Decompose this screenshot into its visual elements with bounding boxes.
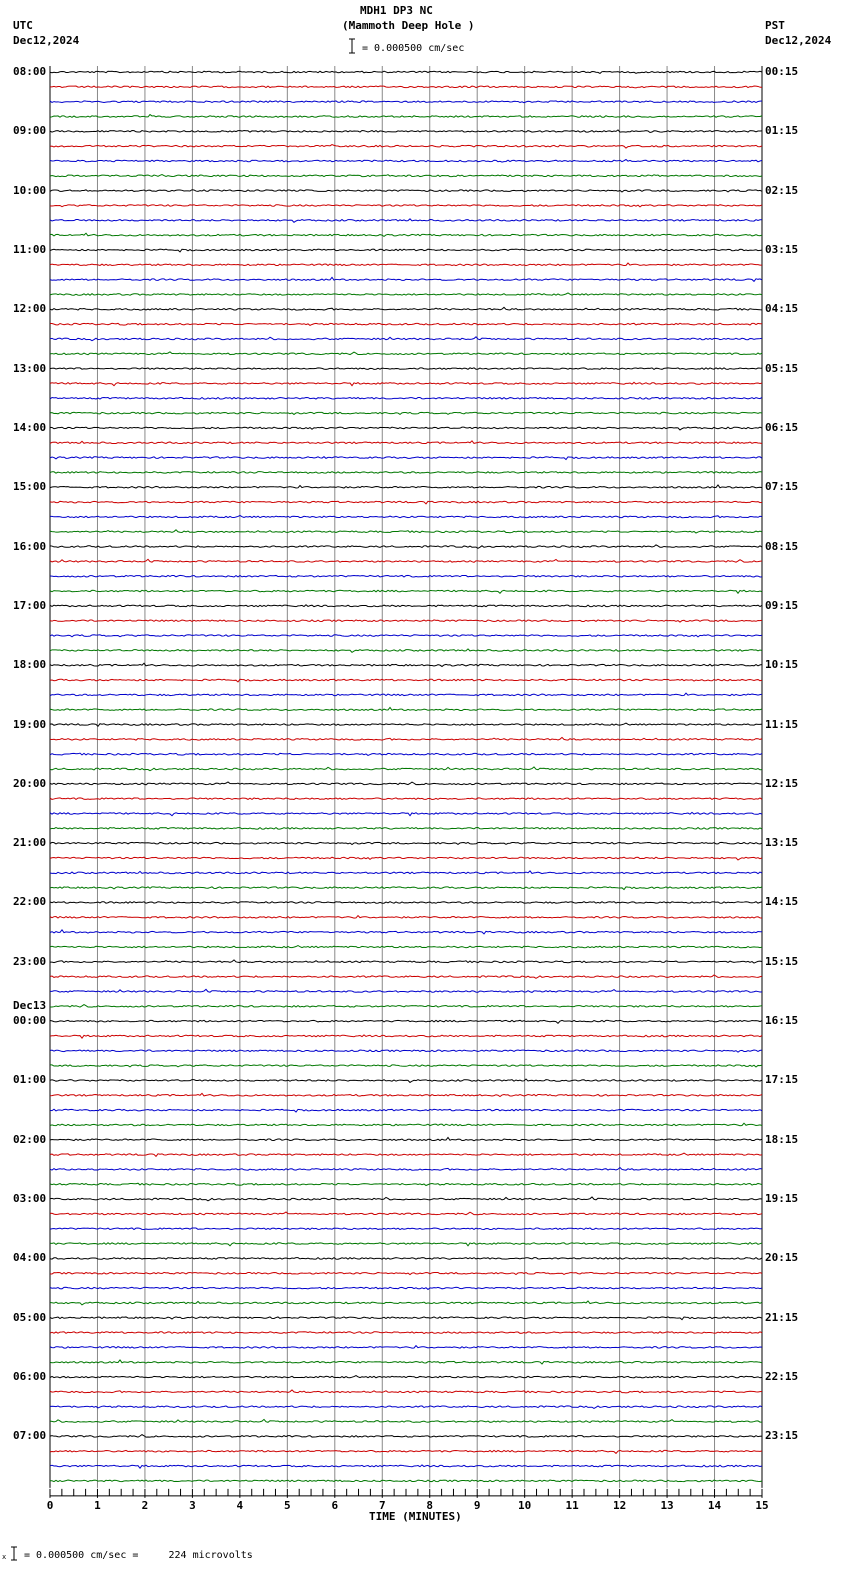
scale-label: = 0.000500 cm/sec <box>362 43 465 54</box>
right-hour-label: 18:15 <box>765 1132 799 1146</box>
left-hour-label: 17:00 <box>13 598 47 612</box>
trace-line <box>50 277 762 281</box>
date-change-label: Dec13 <box>13 999 47 1013</box>
trace-line <box>50 871 762 874</box>
trace-line <box>50 1079 762 1082</box>
right-hour-label: 00:15 <box>765 65 799 78</box>
footer-scale-bar-icon <box>11 1547 17 1560</box>
left-hour-label: 19:00 <box>13 717 47 731</box>
left-hour-label: 06:00 <box>13 1370 47 1384</box>
right-hour-label: 20:15 <box>765 1251 799 1265</box>
trace-line <box>50 1419 762 1422</box>
x-tick-label: 6 <box>331 1498 339 1512</box>
left-hour-label: 12:00 <box>13 302 47 316</box>
scale-bar-icon <box>349 39 355 53</box>
right-hour-label: 15:15 <box>765 954 799 968</box>
trace-line <box>50 1450 762 1453</box>
trace-line <box>50 219 762 222</box>
trace-line <box>50 1346 762 1349</box>
trace-line <box>50 1093 762 1096</box>
trace-line <box>50 723 762 726</box>
left-hour-label: 07:00 <box>13 1429 47 1443</box>
left-hour-label: 21:00 <box>13 836 47 850</box>
x-tick-label: 11 <box>565 1498 579 1512</box>
trace-line <box>50 101 762 103</box>
x-tick-label: 14 <box>707 1498 722 1512</box>
x-tick-label: 4 <box>236 1498 244 1512</box>
trace-line <box>50 1406 762 1409</box>
trace-line <box>50 812 762 815</box>
trace-line <box>50 1212 762 1215</box>
right-hour-label: 16:15 <box>765 1014 799 1028</box>
left-hour-label: 18:00 <box>13 658 47 672</box>
trace-line <box>50 427 762 430</box>
right-date: Dec12,2024 <box>765 34 832 47</box>
trace-line <box>50 1065 762 1067</box>
right-hour-label: 05:15 <box>765 361 799 375</box>
right-hour-label: 01:15 <box>765 124 799 138</box>
trace-line <box>50 960 762 963</box>
trace-line <box>50 767 762 771</box>
left-hour-label: 16:00 <box>13 539 47 553</box>
trace-line <box>50 1390 762 1393</box>
seismic-traces <box>50 71 762 1481</box>
left-hour-label: 14:00 <box>13 420 47 434</box>
x-tick-label: 7 <box>378 1498 386 1512</box>
footer-scale-prefix: x <box>2 1553 7 1561</box>
trace-line <box>50 485 762 488</box>
trace-line <box>50 620 762 622</box>
right-hour-label: 02:15 <box>765 183 799 197</box>
trace-line <box>50 1153 762 1156</box>
x-tick-label: 2 <box>141 1498 149 1512</box>
trace-line <box>50 1376 762 1378</box>
trace-line <box>50 412 762 414</box>
trace-line <box>50 115 762 118</box>
right-hour-label: 22:15 <box>765 1370 799 1384</box>
trace-line <box>50 1301 762 1305</box>
left-hour-label: 05:00 <box>13 1310 47 1324</box>
right-hour-label: 10:15 <box>765 658 799 672</box>
left-date: Dec12,2024 <box>13 34 80 47</box>
trace-line <box>50 916 762 919</box>
trace-line <box>50 530 762 533</box>
trace-line <box>50 175 762 177</box>
trace-line <box>50 249 762 252</box>
trace-line <box>50 887 762 890</box>
trace-line <box>50 1242 762 1245</box>
left-hour-label: 00:00 <box>13 1014 47 1028</box>
left-hour-label: 02:00 <box>13 1132 47 1146</box>
trace-line <box>50 1317 762 1320</box>
x-tick-label: 5 <box>284 1498 291 1512</box>
trace-line <box>50 397 762 399</box>
trace-line <box>50 1123 762 1126</box>
left-hour-label: 15:00 <box>13 480 47 494</box>
trace-line <box>50 293 762 295</box>
left-hour-label: 03:00 <box>13 1192 47 1206</box>
trace-line <box>50 145 762 149</box>
trace-line <box>50 649 762 652</box>
left-hour-label: 01:00 <box>13 1073 47 1087</box>
trace-line <box>50 323 762 325</box>
x-tick-label: 12 <box>612 1498 627 1512</box>
right-hour-label: 04:15 <box>765 302 799 316</box>
trace-line <box>50 71 762 73</box>
trace-line <box>50 160 762 163</box>
chart-subtitle: (Mammoth Deep Hole ) <box>342 19 475 32</box>
left-timezone: UTC <box>13 19 33 32</box>
trace-line <box>50 1287 762 1289</box>
right-hour-label: 03:15 <box>765 242 799 256</box>
right-hour-label: 07:15 <box>765 480 799 494</box>
trace-line <box>50 590 762 593</box>
trace-line <box>50 501 762 504</box>
trace-line <box>50 605 762 607</box>
x-tick-label: 15 <box>755 1498 769 1512</box>
right-hour-label: 12:15 <box>765 776 799 790</box>
left-hour-label: 13:00 <box>13 361 47 375</box>
trace-line <box>50 1183 762 1185</box>
trace-line <box>50 86 762 88</box>
trace-line <box>50 930 762 934</box>
trace-line <box>50 753 762 755</box>
trace-line <box>50 205 762 207</box>
trace-line <box>50 337 762 341</box>
trace-line <box>50 679 762 682</box>
trace-line <box>50 1228 762 1230</box>
trace-line <box>50 707 762 710</box>
trace-line <box>50 441 762 444</box>
right-hour-label: 11:15 <box>765 717 799 731</box>
trace-line <box>50 798 762 800</box>
trace-line <box>50 737 762 740</box>
trace-line <box>50 1360 762 1364</box>
trace-line <box>50 233 762 236</box>
left-hour-label: 11:00 <box>13 242 47 256</box>
trace-line <box>50 1137 762 1140</box>
trace-line <box>50 857 762 860</box>
trace-line <box>50 472 762 474</box>
trace-line <box>50 307 762 310</box>
right-timezone: PST <box>765 19 785 32</box>
trace-line <box>50 1197 762 1201</box>
right-hour-label: 08:15 <box>765 539 799 553</box>
trace-line <box>50 635 762 637</box>
trace-line <box>50 457 762 460</box>
trace-line <box>50 902 762 904</box>
trace-line <box>50 842 762 844</box>
right-hour-label: 23:15 <box>765 1429 799 1443</box>
trace-line <box>50 989 762 992</box>
trace-line <box>50 782 762 785</box>
x-tick-label: 9 <box>473 1498 481 1512</box>
trace-line <box>50 1465 762 1468</box>
right-hour-label: 13:15 <box>765 836 799 850</box>
trace-line <box>50 828 762 830</box>
trace-line <box>50 1480 762 1482</box>
left-hour-label: 10:00 <box>13 183 47 197</box>
trace-line <box>50 1332 762 1334</box>
trace-line <box>50 1020 762 1023</box>
right-hour-label: 17:15 <box>765 1073 799 1087</box>
x-tick-label: 13 <box>660 1498 674 1512</box>
x-tick-label: 8 <box>426 1498 434 1512</box>
trace-line <box>50 663 762 666</box>
trace-line <box>50 1109 762 1112</box>
chart-title: MDH1 DP3 NC <box>360 4 433 17</box>
x-tick-label: 10 <box>518 1498 532 1512</box>
left-hour-label: 04:00 <box>13 1251 47 1265</box>
trace-line <box>50 946 762 948</box>
trace-line <box>50 1272 762 1274</box>
right-hour-label: 14:15 <box>765 895 799 909</box>
trace-line <box>50 352 762 355</box>
right-hour-label: 09:15 <box>765 598 799 612</box>
trace-line <box>50 545 762 548</box>
trace-line <box>50 693 762 696</box>
trace-line <box>50 575 762 577</box>
trace-line <box>50 263 762 266</box>
trace-line <box>50 1005 762 1008</box>
trace-line <box>50 1168 762 1171</box>
time-axis <box>47 1489 769 1512</box>
left-hour-label: 23:00 <box>13 954 47 968</box>
left-hour-label: 09:00 <box>13 124 47 138</box>
trace-line <box>50 559 762 562</box>
left-hour-label: 20:00 <box>13 776 47 790</box>
x-tick-label: 0 <box>46 1498 54 1512</box>
right-hour-label: 06:15 <box>765 420 799 434</box>
trace-line <box>50 368 762 370</box>
x-tick-label: 3 <box>189 1498 196 1512</box>
left-hour-label: 22:00 <box>13 895 47 909</box>
x-axis-label: TIME (MINUTES) <box>369 1510 462 1523</box>
trace-line <box>50 975 762 978</box>
trace-line <box>50 515 762 517</box>
trace-line <box>50 130 762 133</box>
x-tick-label: 1 <box>94 1498 101 1512</box>
trace-line <box>50 1035 762 1038</box>
footer-scale-text: = 0.000500 cm/sec = 224 microvolts <box>24 1550 253 1561</box>
trace-line <box>50 382 762 385</box>
right-hour-label: 19:15 <box>765 1192 799 1206</box>
trace-line <box>50 1258 762 1260</box>
trace-line <box>50 1050 762 1052</box>
trace-line <box>50 190 762 192</box>
left-hour-label: 08:00 <box>13 65 47 78</box>
right-hour-label: 21:15 <box>765 1310 799 1324</box>
trace-line <box>50 1435 762 1438</box>
